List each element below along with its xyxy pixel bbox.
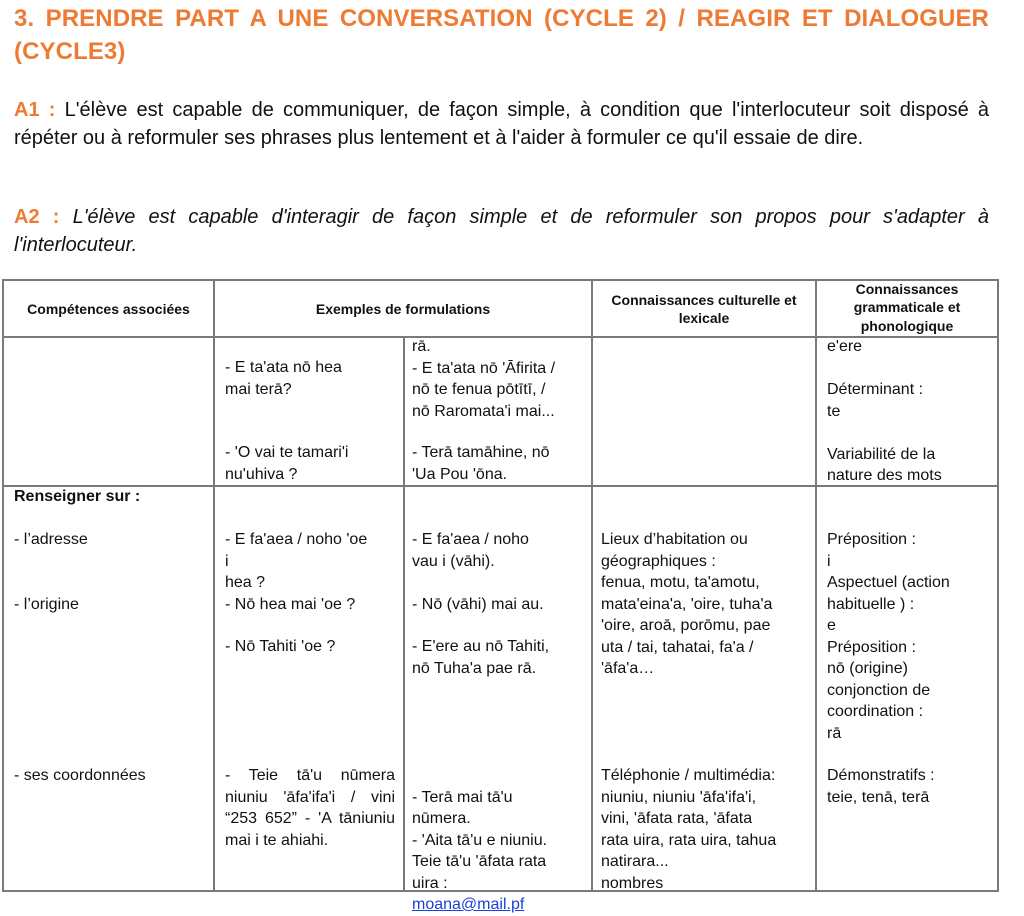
cell-questions-origine-a: - Nō hea mai 'oe ? [225, 596, 356, 613]
column-divider-3 [591, 279, 593, 892]
level-a1-description [14, 96, 989, 152]
column-divider-2 [403, 336, 405, 892]
level-a2-label: A2 : [14, 206, 60, 228]
header-culturelle: Connaissances culturelle et lexicale [611, 292, 797, 326]
cell-competence-adresse: - l’adresse [14, 531, 88, 548]
answers-coordonnees-text: - Terā mai tā'u nūmera. - 'Aita tā'u e niuniu. Teie tā'u 'āfata rata uira : [412, 788, 548, 892]
competences-table [2, 279, 998, 913]
header-grammaticale: Connaissances grammaticale et phonologique [853, 280, 961, 334]
cell-answers-origine-a: - Nō (vāhi) mai au. [412, 596, 544, 613]
cell-questions-adresse: - E fa'aea / noho 'oe i hea ? [225, 531, 368, 591]
cell-question-b: - 'O vai te tamari'i nu'uhiva ? [225, 444, 349, 483]
cell-answer-a: rā. - E ta'ata nō 'Āfirita / nō te fenua pōtītī, / nō Raromata'i mai... [412, 338, 556, 420]
cell-grammar-demonstratifs: Démonstratifs : teie, tenā, terā [827, 767, 935, 806]
table-border-right [997, 279, 999, 892]
cell-lexical-lieux: Lieux d’habitation ou géographiques : fenua, motu, ta'amotu, mata'eina'a, 'oire, tuha'a 'oire, aroā, porōmu, pae uta / tai, tahatai, fa'a / 'āfa'a… [601, 531, 773, 677]
cell-question-a: - E ta'ata nō hea mai terā? [225, 359, 342, 398]
column-divider-4 [815, 279, 817, 892]
level-a1-text: L'élève est capable de communiquer, de façon simple, à condition que l'interlocuteur soit disposé à répéter ou à reformuler ses phrases plus lentement et à l'aider à formuler ce qu'il essaie de dire. [14, 99, 989, 149]
column-divider-1 [213, 279, 215, 892]
cell-lexical-telephonie: Téléphonie / multimédia: niuniu, niuniu 'āfa'ifa'i, vini, 'āfata rata, 'āfata rata uira, rata uira, tahua natirara... nombres [601, 767, 777, 892]
cell-renseigner-heading: Renseigner sur : [14, 488, 141, 505]
cell-answer-b: - Terā tamāhine, nō 'Ua Pou 'ōna. [412, 444, 550, 483]
table-border-left [2, 279, 4, 892]
cell-competence-coordonnees: - ses coordonnées [14, 767, 146, 784]
cell-competence-origine: - l’origine [14, 596, 79, 613]
cell-answers-origine-b: - E'ere au nō Tahiti, nō Tuha'a pae rā. [412, 638, 550, 677]
header-exemples: Exemples de formulations [315, 300, 491, 317]
section-title: 3. PRENDRE PART A UNE CONVERSATION (CYCLE 2) / REAGIR ET DIALOGUER (CYCLE3) [14, 5, 989, 65]
level-a2-text: L'élève est capable d'interagir de façon simple et de reformuler son propos pour s'adapter à l'interlocuteur. [14, 206, 989, 256]
cell-answers-coordonnees [412, 765, 590, 916]
level-a1-label: A1 : [14, 99, 56, 121]
cell-questions-coordonnees: - Teie tā'u nūmera niuniu 'āfa'ifa'i / vini “253 652” - 'A tāniuniu mai i te ahiahi. [225, 767, 395, 849]
cell-questions-origine-b: - Nō Tahiti 'oe ? [225, 638, 336, 655]
cell-grammar-renseigner: Préposition : i Aspectuel (action habituelle ) : e Préposition : nō (origine) conjonction de coordination : rā [827, 531, 950, 742]
cell-grammar-continuation: e'ere Déterminant : te Variabilité de la nature des mots [827, 338, 942, 484]
email-link[interactable]: moana@mail.pf [412, 896, 525, 913]
level-a2-description [14, 203, 989, 259]
header-competences: Compétences associées [27, 300, 190, 317]
cell-answers-adresse: - E fa'aea / noho vau i (vāhi). [412, 531, 529, 570]
